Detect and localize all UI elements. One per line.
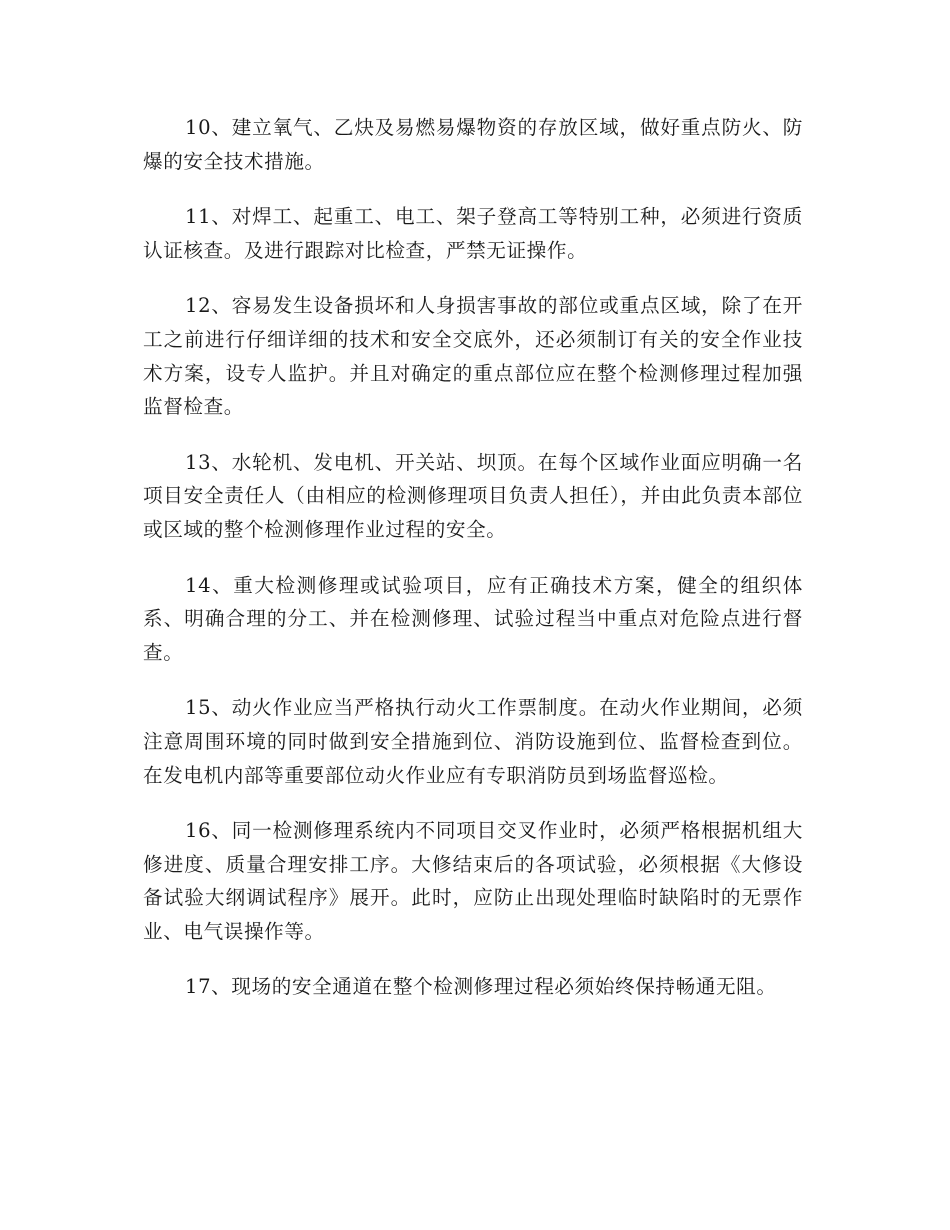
paragraph-item-15: 15、动火作业应当严格执行动火工作票制度。在动火作业期间，必须注意周围环境的同时做到安全措施到位、消防设施到位、监督检查到位。在发电机内部等重要部位动火作业应有专职消防员到场监督巡检。 bbox=[143, 696, 803, 787]
paragraph-item-16: 16、同一检测修理系统内不同项目交叉作业时，必须严格根据机组大修进度、质量合理安排工序。大修结束后的各项试验，必须根据《大修设备试验大纲调试程序》展开。此时，应防止出现处理临时缺陷时的无票作业、电气误操作等。 bbox=[143, 819, 803, 943]
paragraph-item-11: 11、对焊工、起重工、电工、架子登高工等特别工种，必须进行资质认证核查。及进行跟踪对比检查，严禁无证操作。 bbox=[143, 205, 803, 262]
paragraph-item-17: 17、现场的安全通道在整个检测修理过程必须始终保持畅通无阻。 bbox=[185, 975, 777, 999]
paragraph-item-12: 12、容易发生设备损坏和人身损害事故的部位或重点区域，除了在开工之前进行仔细详细的技术和安全交底外，还必须制订有关的安全作业技术方案，设专人监护。并且对确定的重点部位应在整个检测修理过程加强监督检查。 bbox=[143, 294, 803, 419]
paragraph-item-10: 10、建立氧气、乙炔及易燃易爆物资的存放区域，做好重点防火、防爆的安全技术措施。 bbox=[143, 116, 803, 173]
document-body bbox=[143, 111, 803, 1026]
paragraph-item-14: 14、重大检测修理或试验项目，应有正确技术方案，健全的组织体系、明确合理的分工、并在检测修理、试验过程当中重点对危险点进行督查。 bbox=[143, 573, 803, 664]
paragraph-item-13: 13、水轮机、发电机、开关站、坝顶。在每个区域作业面应明确一名项目安全责任人（由相应的检测修理项目负责人担任），并由此负责本部位或区域的整个检测修理作业过程的安全。 bbox=[143, 450, 803, 541]
